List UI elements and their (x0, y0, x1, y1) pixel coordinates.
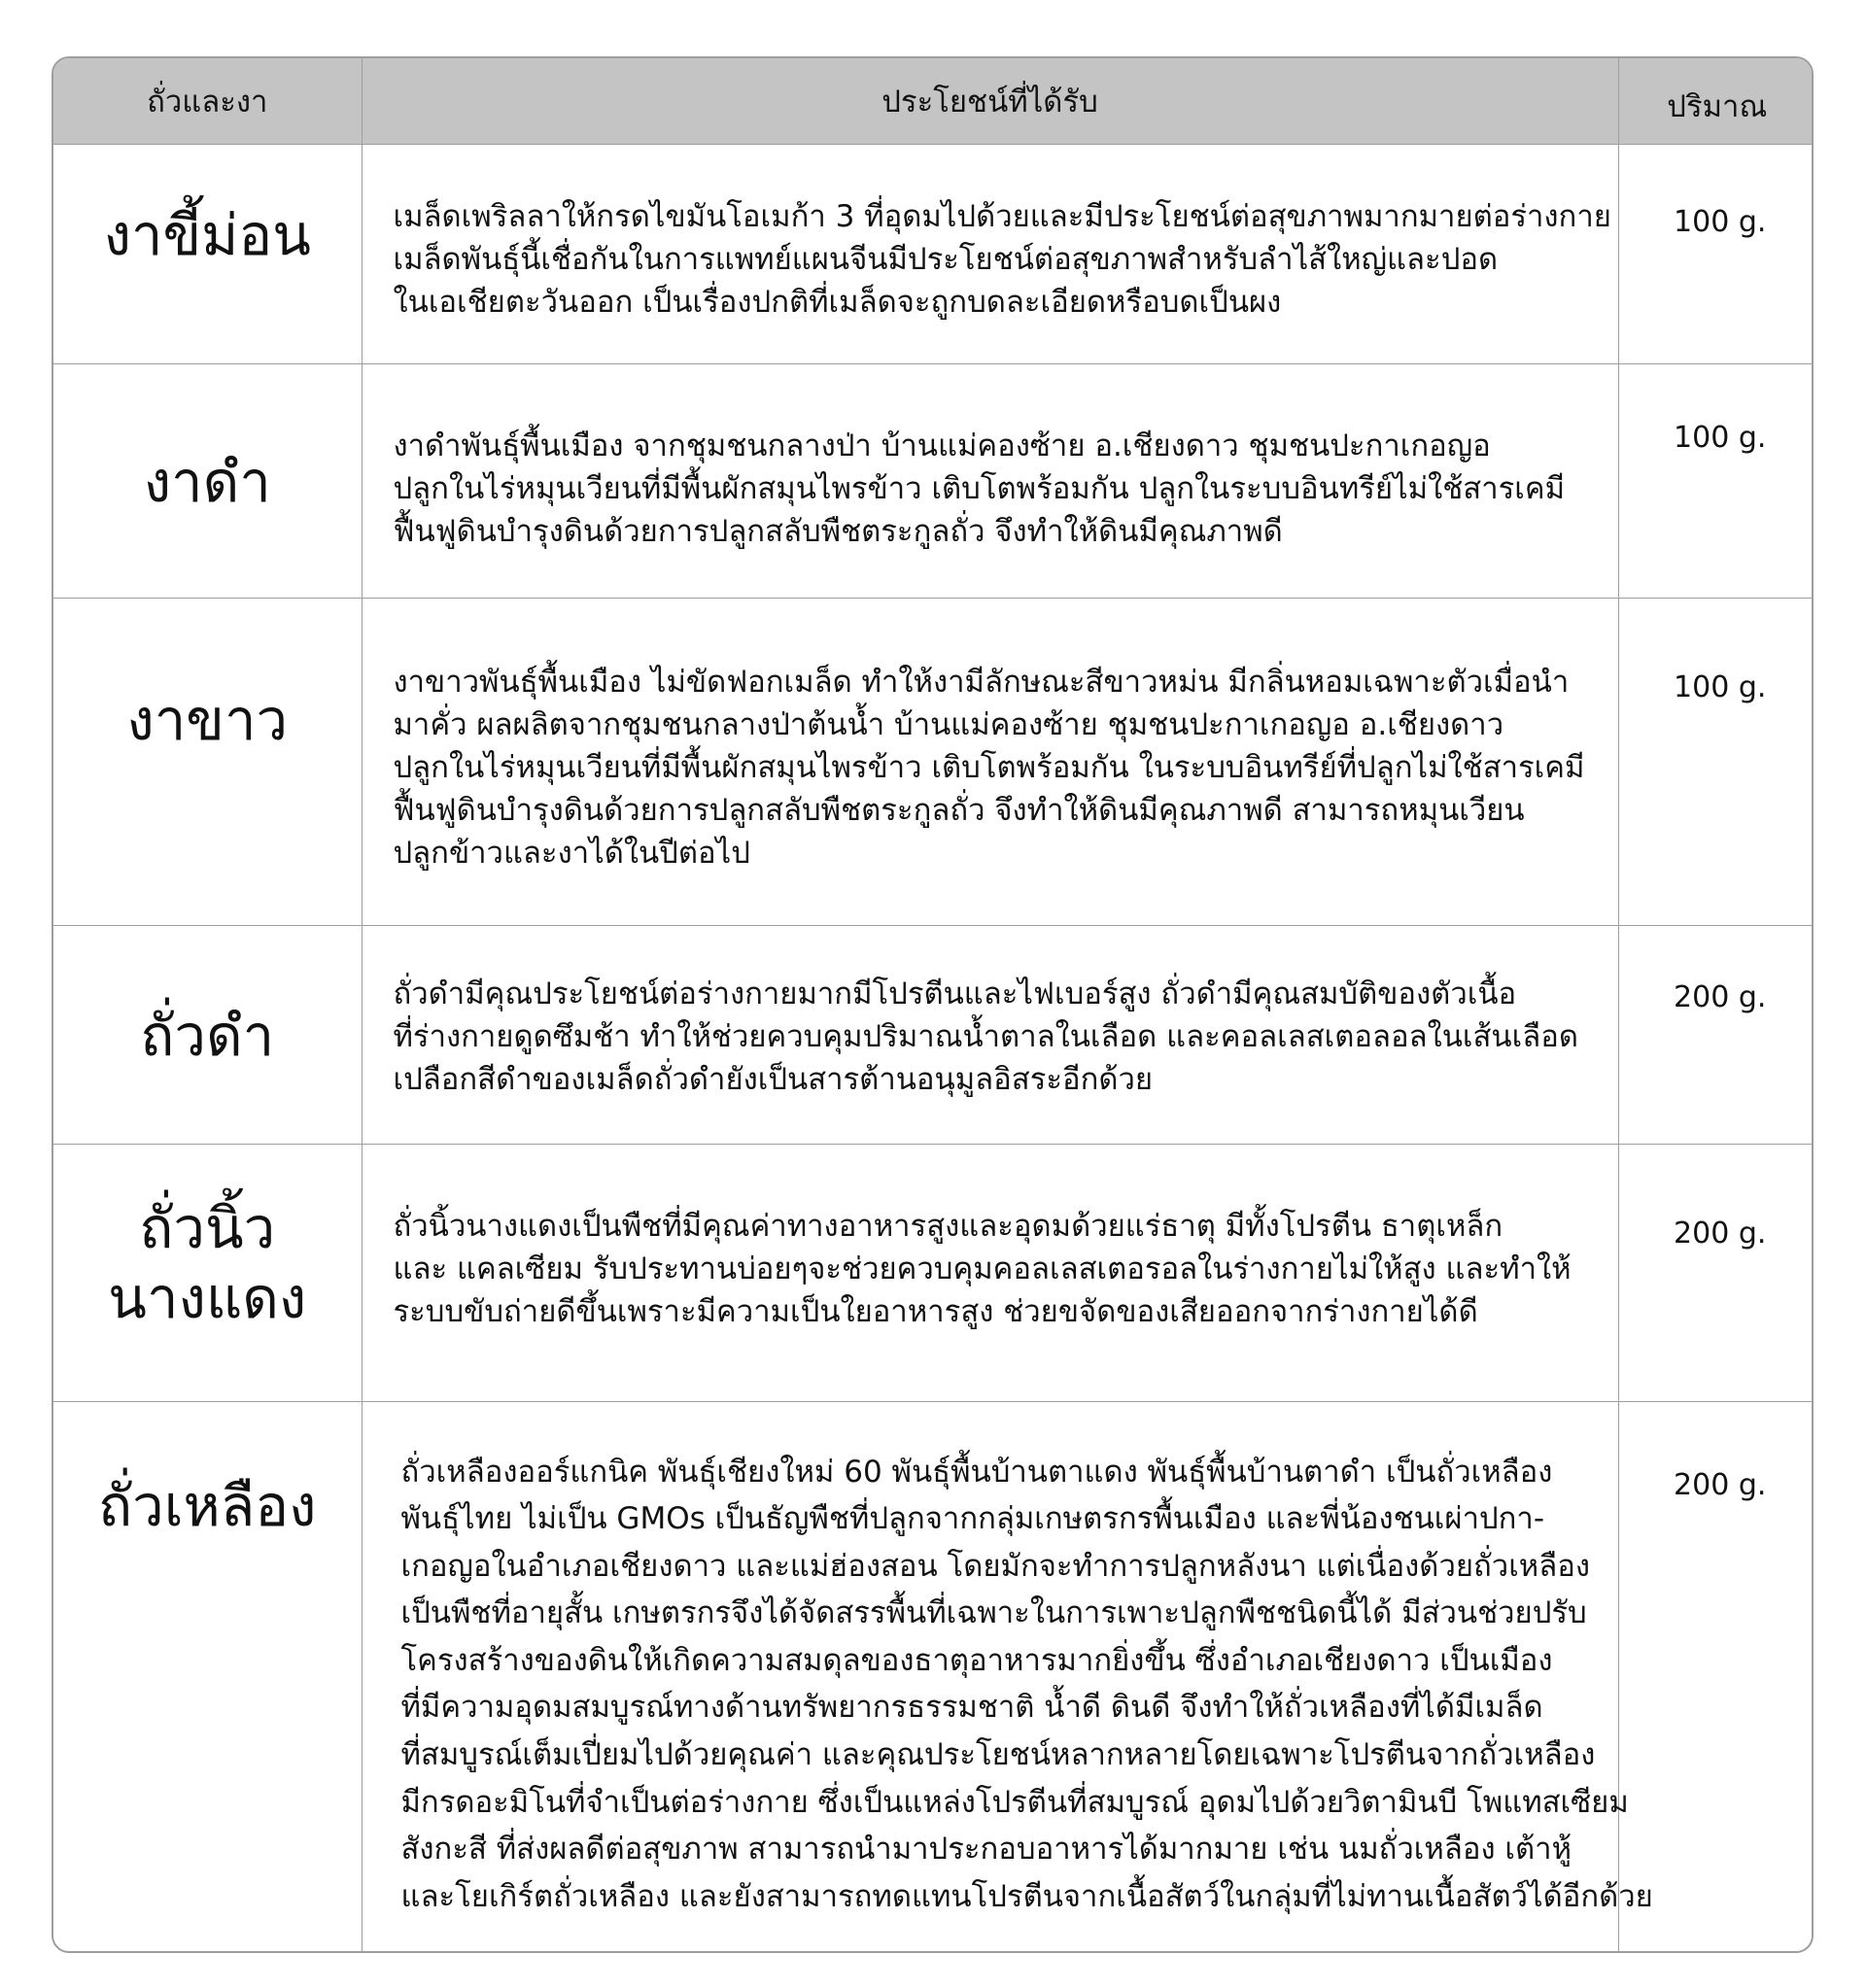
header-row (53, 58, 1814, 144)
item-name-cell (53, 598, 362, 925)
item-name: งาขี้ม่อน (103, 201, 311, 268)
item-name-cell (53, 363, 362, 598)
benefit-line: เมล็ดพันธุ์นี้เชื่อกันในการแพทย์แผนจีนมีประโยชน์ต่อสุขภาพสำหรับลำไส้ใหญ่และปอด (393, 241, 1499, 277)
benefit-line: ระบบขับถ่ายดีขึ้นเพราะมีความเป็นใยอาหารสูง ช่วยขจัดของเสียออกจากร่างกายได้ดี (393, 1293, 1478, 1329)
benefit-line: และ แคลเซียม รับประทานบ่อยๆจะช่วยควบคุมคอลเลสเตอรอลในร่างกายไม่ให้สูง และทำให้ (393, 1251, 1572, 1286)
benefit-line: ที่สมบูรณ์เต็มเปี่ยมไปด้วยคุณค่า และคุณประโยชน์หลากหลายโดยเฉพาะโปรตีนจากถั่วเหลือง (400, 1737, 1596, 1773)
benefit-line: มีกรดอะมิโนที่จำเป็นต่อร่างกาย ซึ่งเป็นแหล่งโปรตีนที่สมบูรณ์ อุดมไปด้วยวิตามินบี โพแทสเซียม (400, 1784, 1629, 1820)
table-row (53, 363, 1814, 598)
item-name: นางแดง (108, 1264, 307, 1331)
table-row (53, 1144, 1814, 1401)
item-name: งาดำ (143, 448, 271, 515)
table-row (53, 1401, 1814, 1953)
table-row (53, 598, 1814, 925)
benefit-line: เป็นพืชที่อายุสั้น เกษตรกรจึงได้จัดสรรพื้นที่เฉพาะในการเพาะปลูกพืชชนิดนี้ได้ มีส่วนช่วยปรับ (400, 1595, 1587, 1631)
item-name-cell (53, 144, 362, 363)
benefit-cell (362, 1401, 1653, 1953)
table-body (53, 144, 1814, 1953)
quantity-cell: 100 g. (1618, 144, 1814, 363)
benefit-line: เกอญอในอำเภอเชียงดาว และแม่ฮ่องสอน โดยมักจะทำการปลูกหลังนา แต่เนื่องด้วยถั่วเหลือง (400, 1548, 1590, 1584)
header-quantity: ปริมาณ (1618, 58, 1814, 144)
item-name: ถั่วนิ้ว (139, 1194, 276, 1261)
header-benefit: ประโยชน์ที่ได้รับ (362, 58, 1618, 144)
table-row (53, 144, 1814, 363)
quantity-cell: 200 g. (1618, 1401, 1814, 1953)
benefit-line: ถั่วเหลืองออร์แกนิค พันธุ์เชียงใหม่ 60 พันธุ์พื้นบ้านตาแดง พันธุ์พื้นบ้านตาดำ เป็นถั่วเหลือง (400, 1454, 1553, 1490)
benefit-line: ถั่วดำมีคุณประโยชน์ต่อร่างกายมากมีโปรตีนและไฟเบอร์สูง ถั่วดำมีคุณสมบัติของตัวเนื้อ (393, 976, 1517, 1011)
benefit-line: และโยเกิร์ตถั่วเหลือง และยังสามารถทดแทนโปรตีนจากเนื้อสัตว์ในกลุ่มที่ไม่ทานเนื้อสัตว์ได้อีกด้วย (400, 1878, 1653, 1914)
benefit-line: งาขาวพันธุ์พื้นเมือง ไม่ขัดฟอกเมล็ด ทำให้งามีลักษณะสีขาวหม่น มีกลิ่นหอมเฉพาะตัวเมื่อนำ (393, 664, 1570, 700)
item-name-cell (53, 1144, 362, 1401)
header-item: ถั่วและงา (53, 58, 362, 144)
benefit-line: ในเอเชียตะวันออก เป็นเรื่องปกติที่เมล็ดจะถูกบดละเอียดหรือบดเป็นผง (393, 284, 1282, 320)
item-name: ถั่วเหลือง (98, 1472, 317, 1539)
benefit-line: เมล็ดเพริลลาให้กรดไขมันโอเมก้า 3 ที่อุดมไปด้วยและมีประโยชน์ต่อสุขภาพมากมายต่อร่างกาย (393, 198, 1611, 234)
item-name: ถั่วดำ (140, 1002, 275, 1069)
quantity-cell: 100 g. (1618, 363, 1814, 598)
quantity-cell: 100 g. (1618, 598, 1814, 925)
benefit-line: ถั่วนิ้วนางแดงเป็นพืชที่มีคุณค่าทางอาหารสูงและอุดมด้วยแร่ธาตุ มีทั้งโปรตีน ธาตุเหล็ก (393, 1208, 1503, 1244)
benefit-line: โครงสร้างของดินให้เกิดความสมดุลของธาตุอาหารมากยิ่งขึ้น ซึ่งอำเภอเชียงดาว เป็นเมือง (400, 1642, 1553, 1678)
benefit-line: ปลูกในไร่หมุนเวียนที่มีพื้นผักสมุนไพรข้าว เติบโตพร้อมกัน ปลูกในระบบอินทรีย์ไม่ใช้สารเคมี (393, 470, 1566, 506)
benefit-cell (362, 1144, 1618, 1401)
benefit-line: เปลือกสีดำของเมล็ดถั่วดำยังเป็นสารต้านอนุมูลอิสระอีกด้วย (393, 1061, 1154, 1097)
benefit-line: ฟื้นฟูดินบำรุงดินด้วยการปลูกสลับพืชตระกูลถั่ว จึงทำให้ดินมีคุณภาพดี สามารถหมุนเวียน (393, 792, 1525, 828)
benefit-line: ปลูกในไร่หมุนเวียนที่มีพื้นผักสมุนไพรข้าว เติบโตพร้อมกัน ในระบบอินทรีย์ที่ปลูกไม่ใช้สารเคมี (393, 749, 1585, 785)
nuts-sesame-table (52, 56, 1814, 1953)
benefit-line: ปลูกข้าวและงาได้ในปีต่อไป (393, 835, 750, 871)
item-name-cell (53, 925, 362, 1144)
benefit-line: สังกะสี ที่ส่งผลดีต่อสุขภาพ สามารถนำมาประกอบอาหารได้มากมาย เช่น นมถั่วเหลือง เต้าหู้ (400, 1832, 1572, 1868)
benefit-line: ฟื้นฟูดินบำรุงดินด้วยการปลูกสลับพืชตระกูลถั่ว จึงทำให้ดินมีคุณภาพดี (393, 513, 1283, 549)
benefit-cell (362, 363, 1618, 598)
benefit-line: พันธุ์ไทย ไม่เป็น GMOs เป็นธัญพืชที่ปลูกจากกลุ่มเกษตรกรพื้นเมือง และพี่น้องชนเผ่าปกา- (400, 1501, 1545, 1537)
benefits-table (53, 58, 1814, 1953)
table-row (53, 925, 1814, 1144)
benefit-line: งาดำพันธุ์พื้นเมือง จากชุมชนกลางป่า บ้านแม่คองซ้าย อ.เชียงดาว ชุมชนปะกาเกอญอ (393, 428, 1491, 463)
benefit-line: ที่ร่างกายดูดซึมช้า ทำให้ช่วยควบคุมปริมาณน้ำตาลในเลือด และคอลเลสเตอลอลในเส้นเลือด (393, 1018, 1578, 1054)
benefit-cell (362, 598, 1618, 925)
quantity-cell: 200 g. (1618, 925, 1814, 1144)
benefit-line: ที่มีความอุดมสมบูรณ์ทางด้านทรัพยากรธรรมชาติ น้ำดี ดินดี จึงทำให้ถั่วเหลืองที่ได้มีเมล็ด (400, 1690, 1543, 1726)
table-header (53, 58, 1814, 144)
benefit-line: มาคั่ว ผลผลิตจากชุมชนกลางป่าต้นน้ำ บ้านแม่คองซ้าย ชุมชนปะกาเกอญอ อ.เชียงดาว (393, 706, 1504, 742)
item-name: งาขาว (126, 686, 289, 753)
benefit-cell (362, 144, 1618, 363)
item-name-cell (53, 1401, 362, 1953)
quantity-cell: 200 g. (1618, 1144, 1814, 1401)
benefit-cell (362, 925, 1618, 1144)
